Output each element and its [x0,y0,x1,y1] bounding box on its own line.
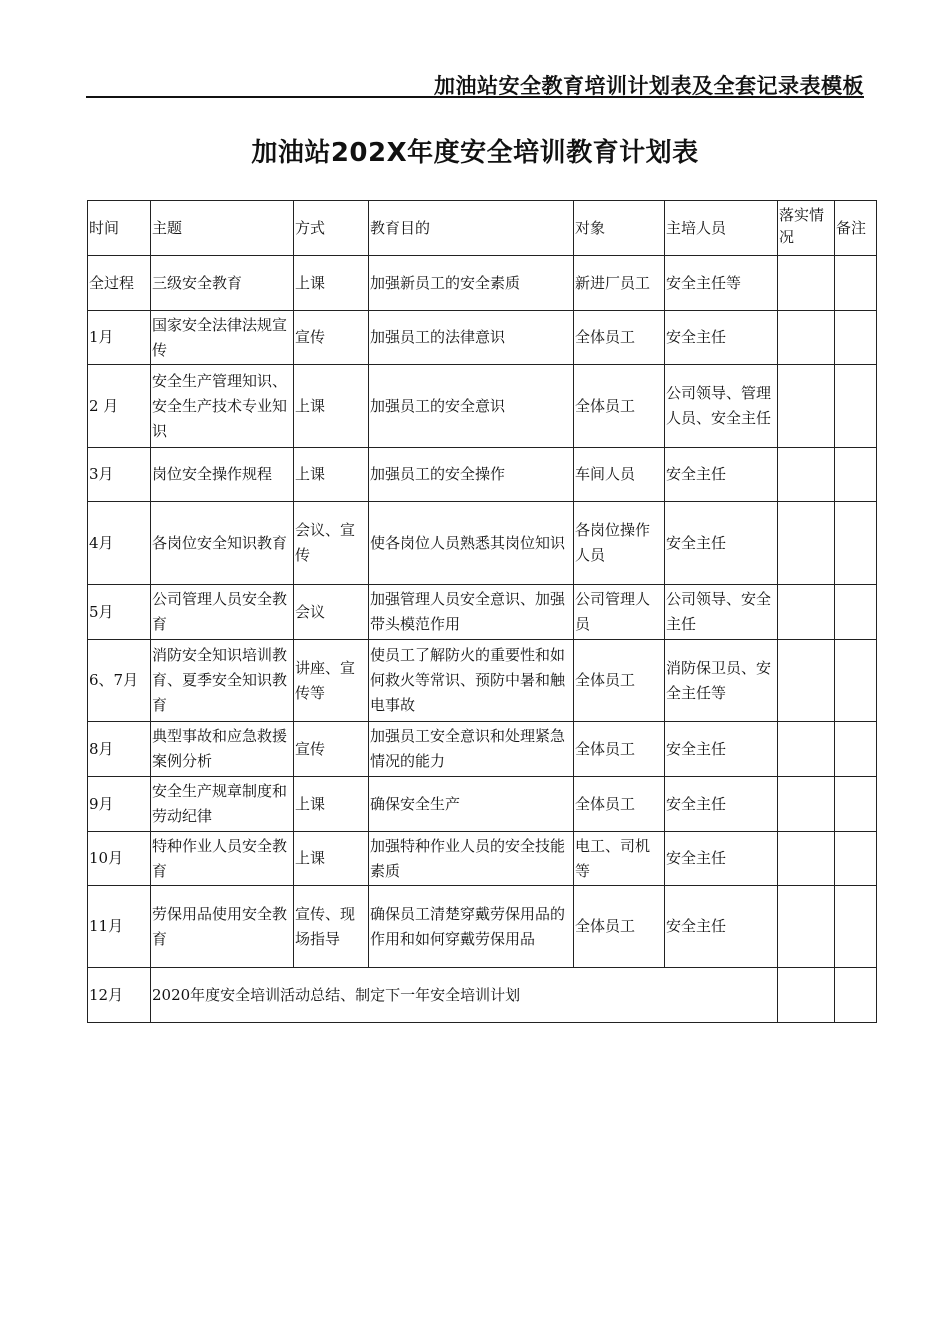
cell-method: 上课 [294,448,369,502]
cell-target: 新进厂员工 [574,256,665,311]
table-row [88,256,877,311]
header-cell-remark: 备注 [835,201,877,256]
cell-method: 上课 [294,365,369,448]
cell-target: 全体员工 [574,777,665,832]
cell-trainer: 公司领导、安全主任 [665,585,778,640]
table-row [88,502,877,585]
cell-purpose: 加强新员工的安全素质 [369,256,574,311]
cell-status [778,832,835,886]
cell-topic: 各岗位安全知识教育 [151,502,294,585]
table-header-row [88,201,877,256]
cell-trainer: 安全主任 [665,448,778,502]
cell-target: 全体员工 [574,886,665,968]
header-cell-topic: 主题 [151,201,294,256]
cell-purpose: 使员工了解防火的重要性和如何救火等常识、预防中暑和触电事故 [369,640,574,722]
cell-topic: 国家安全法律法规宣传 [151,311,294,365]
table-row [88,777,877,832]
cell-status [778,502,835,585]
cell-status [778,365,835,448]
header-cell-status: 落实情况 [778,201,835,256]
page-header-title: 加油站安全教育培训计划表及全套记录表模板 [434,74,864,98]
cell-purpose: 加强管理人员安全意识、加强带头模范作用 [369,585,574,640]
cell-trainer: 公司领导、管理人员、安全主任 [665,365,778,448]
cell-method: 上课 [294,777,369,832]
cell-method: 宣传 [294,722,369,777]
cell-remark [835,722,877,777]
cell-target: 全体员工 [574,365,665,448]
cell-remark [835,640,877,722]
cell-target: 全体员工 [574,722,665,777]
cell-trainer: 消防保卫员、安全主任等 [665,640,778,722]
cell-target: 车间人员 [574,448,665,502]
cell-method: 会议 [294,585,369,640]
cell-status [778,777,835,832]
cell-remark [835,365,877,448]
cell-purpose: 使各岗位人员熟悉其岗位知识 [369,502,574,585]
cell-topic: 岗位安全操作规程 [151,448,294,502]
cell-topic: 特种作业人员安全教育 [151,832,294,886]
cell-purpose: 加强员工的法律意识 [369,311,574,365]
cell-target: 各岗位操作人员 [574,502,665,585]
cell-time: 1月 [88,311,151,365]
table-row [88,365,877,448]
cell-trainer: 安全主任 [665,722,778,777]
cell-status [778,585,835,640]
cell-target: 全体员工 [574,640,665,722]
cell-status [778,722,835,777]
table-row [88,311,877,365]
cell-method: 宣传、现场指导 [294,886,369,968]
cell-remark [835,886,877,968]
header-cell-time: 时间 [88,201,151,256]
table-row-summary [88,968,877,1023]
cell-time: 2 月 [88,365,151,448]
cell-purpose: 确保员工清楚穿戴劳保用品的作用和如何穿戴劳保用品 [369,886,574,968]
cell-status [778,640,835,722]
cell-remark [835,502,877,585]
cell-time: 12月 [88,968,151,1023]
cell-topic: 三级安全教育 [151,256,294,311]
cell-method: 宣传 [294,311,369,365]
cell-method: 讲座、宣传等 [294,640,369,722]
cell-trainer: 安全主任 [665,502,778,585]
header-cell-method: 方式 [294,201,369,256]
cell-remark [835,448,877,502]
cell-time: 3月 [88,448,151,502]
cell-remark [835,311,877,365]
cell-method: 上课 [294,256,369,311]
cell-trainer: 安全主任等 [665,256,778,311]
table-row [88,640,877,722]
cell-status [778,311,835,365]
cell-time: 10月 [88,832,151,886]
cell-status [778,256,835,311]
cell-remark [835,585,877,640]
header-cell-target: 对象 [574,201,665,256]
cell-time: 5月 [88,585,151,640]
cell-status [778,886,835,968]
cell-purpose: 确保安全生产 [369,777,574,832]
cell-trainer: 安全主任 [665,886,778,968]
table-row [88,722,877,777]
cell-remark [835,968,877,1023]
cell-topic: 消防安全知识培训教育、夏季安全知识教育 [151,640,294,722]
page-header [86,64,864,98]
header-cell-trainer: 主培人员 [665,201,778,256]
cell-trainer: 安全主任 [665,311,778,365]
cell-topic: 公司管理人员安全教育 [151,585,294,640]
cell-target: 电工、司机等 [574,832,665,886]
cell-purpose: 加强员工的安全操作 [369,448,574,502]
cell-time: 8月 [88,722,151,777]
table-row [88,886,877,968]
cell-remark [835,832,877,886]
cell-summary-content: 2020年度安全培训活动总结、制定下一年安全培训计划 [151,968,778,1023]
header-cell-purpose: 教育目的 [369,201,574,256]
cell-time: 11月 [88,886,151,968]
cell-status [778,448,835,502]
cell-topic: 安全生产规章制度和劳动纪律 [151,777,294,832]
cell-topic: 典型事故和应急救援案例分析 [151,722,294,777]
cell-time: 4月 [88,502,151,585]
cell-target: 公司管理人员 [574,585,665,640]
cell-remark [835,256,877,311]
cell-purpose: 加强员工安全意识和处理紧急情况的能力 [369,722,574,777]
training-plan-table [87,200,877,1023]
cell-topic: 劳保用品使用安全教育 [151,886,294,968]
cell-target: 全体员工 [574,311,665,365]
table-row [88,448,877,502]
cell-time: 9月 [88,777,151,832]
table-row [88,832,877,886]
cell-topic: 安全生产管理知识、安全生产技术专业知识 [151,365,294,448]
cell-purpose: 加强特种作业人员的安全技能素质 [369,832,574,886]
cell-status [778,968,835,1023]
cell-trainer: 安全主任 [665,777,778,832]
cell-time: 6、7月 [88,640,151,722]
cell-method: 上课 [294,832,369,886]
cell-method: 会议、宣传 [294,502,369,585]
cell-remark [835,777,877,832]
cell-purpose: 加强员工的安全意识 [369,365,574,448]
cell-time: 全过程 [88,256,151,311]
cell-trainer: 安全主任 [665,832,778,886]
table-row [88,585,877,640]
document-title: 加油站202X年度安全培训教育计划表 [251,138,699,168]
